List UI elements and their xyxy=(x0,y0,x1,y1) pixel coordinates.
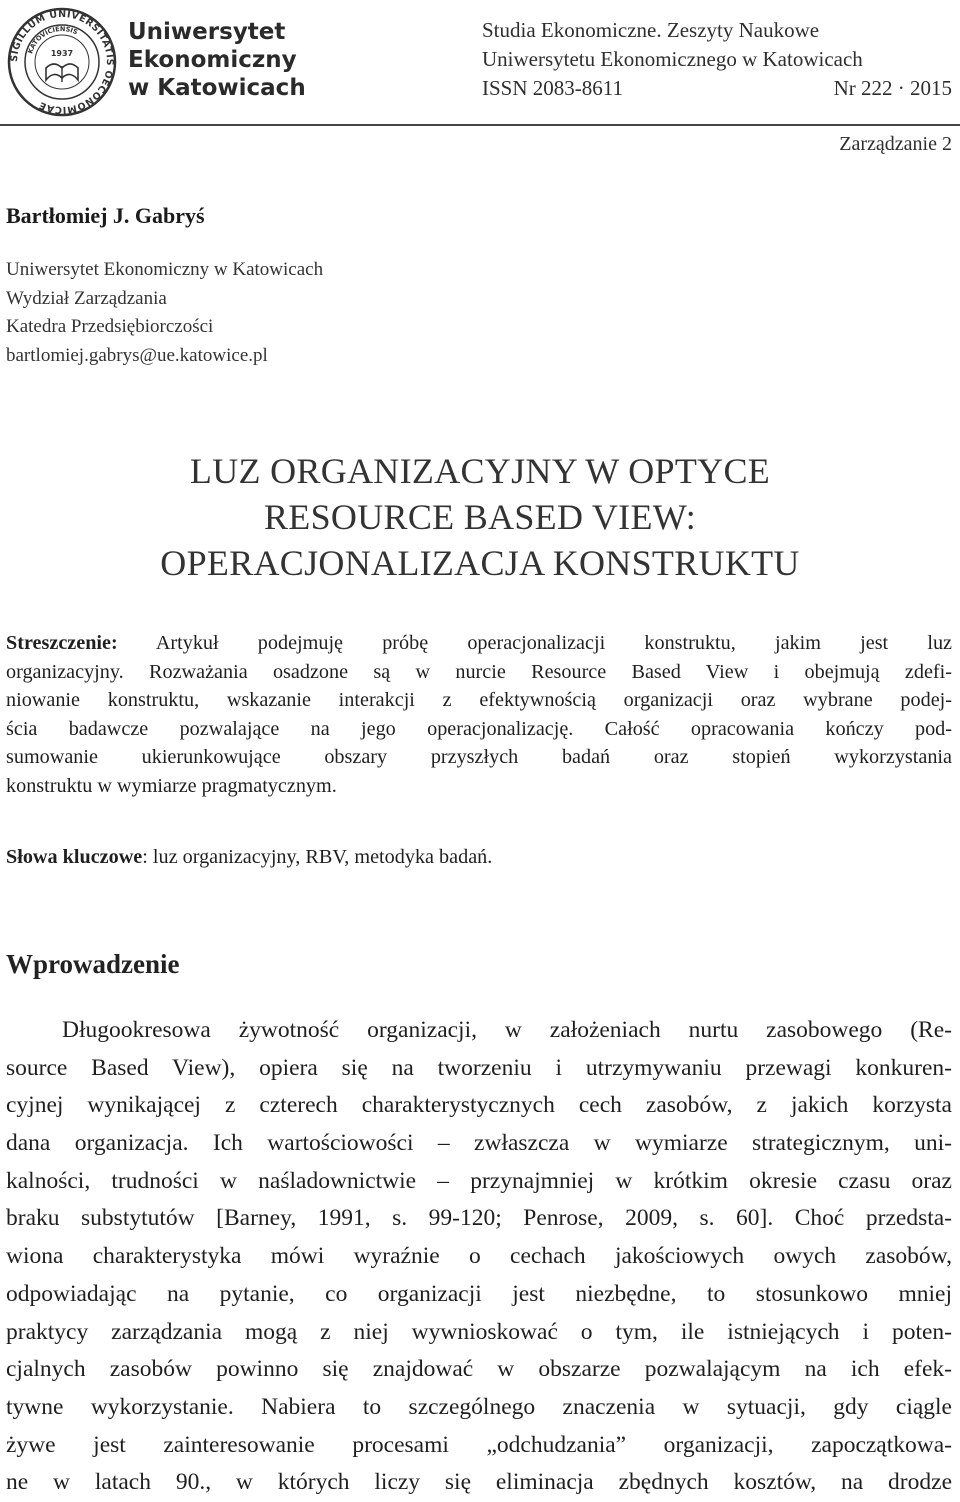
intro-paragraph xyxy=(6,1012,952,1502)
paragraph-line: ne w latach 90., w których liczy się eliminacja zbędnych kosztów, na drodze xyxy=(6,1469,952,1496)
abstract-label: Streszczenie: xyxy=(6,632,118,654)
title-line: LUZ ORGANIZACYJNY W OPTYCE xyxy=(189,451,771,491)
title-line: RESOURCE BASED VIEW: xyxy=(263,497,697,537)
abstract-line: organizacyjny. Rozważania osadzone są w nurcie Resource Based View i obejmują zdefi- xyxy=(6,660,952,683)
university-name-line: w Katowicach xyxy=(128,75,306,101)
issn: ISSN 2083-8611 xyxy=(482,76,623,100)
paragraph-line: wiona charakterystyka mówi wyraźnie o cechach jakościowych owych zasobów, xyxy=(6,1243,952,1270)
affiliation-line: Katedra Przedsiębiorczości xyxy=(6,316,214,337)
paragraph-line: dana organizacja. Ich wartościowości – zwłaszcza w wymiarze strategicznym, uni- xyxy=(6,1130,952,1157)
title-line: OPERACJONALIZACJA KONSTRUKTU xyxy=(160,543,800,583)
journal-info xyxy=(482,16,952,103)
author-name: Bartłomiej J. Gabryś xyxy=(6,203,205,228)
abstract-line: niowanie konstruktu, wskazanie interakcji z efektywnością organizacji oraz wybrane podej- xyxy=(6,689,952,712)
abstract-line: ścia badawcze pozwalające na jego operacjonalizację. Całość opracowania kończy pod- xyxy=(6,717,952,740)
paragraph-line: source Based View), opiera się na tworzeniu i utrzymywaniu przewagi konkuren- xyxy=(6,1054,952,1081)
paragraph-line: praktycy zarządzania mogą z niej wywnioskować o tym, ile istniejących i poten- xyxy=(6,1318,952,1345)
svg-text:1937: 1937 xyxy=(50,49,74,58)
section-label: Zarządzanie 2 xyxy=(839,133,952,155)
keywords-text: : luz organizacyjny, RBV, metodyka badań. xyxy=(142,846,493,868)
affiliation-line: Wydział Zarządzania xyxy=(6,287,167,309)
header-divider xyxy=(0,124,960,126)
keywords-label: Słowa kluczowe xyxy=(6,846,143,868)
paragraph-line: odpowiadając na pytanie, co organizacji jest niezbędne, to stosunkowo mniej xyxy=(6,1280,952,1307)
issue-number: Nr 222 · 2015 xyxy=(833,76,952,100)
paragraph-line: cyjnej wynikającej z czterech charakterystycznych cech zasobów, z jakich korzysta xyxy=(6,1092,952,1119)
abstract-line: Artykuł podejmuję próbę operacjonalizacji konstruktu, jakim jest luz xyxy=(155,632,953,654)
abstract xyxy=(6,629,952,801)
journal-title: Studia Ekonomiczne. Zeszyty Naukowe xyxy=(482,18,820,42)
journal-publisher: Uniwersytetu Ekonomicznego w Katowicach xyxy=(482,47,863,71)
university-name-line: Ekonomiczny xyxy=(128,47,297,73)
section-heading: Wprowadzenie xyxy=(6,949,180,979)
paragraph-line: cjalnych zasobów powinno się znajdować w obszarze pozwalającym na ich efek- xyxy=(6,1356,952,1383)
author-email: bartlomiej.gabrys@ue.katowice.pl xyxy=(6,344,268,366)
seal-icon xyxy=(6,6,118,118)
paragraph-line: kalności, trudności w naśladownictwie – przynajmniej w krótkim okresie czasu oraz xyxy=(6,1167,952,1194)
paragraph-line: Długookresowa żywotność organizacji, w założeniach nurtu zasobowego (Re- xyxy=(62,1017,952,1043)
affiliation-line: Uniwersytet Ekonomiczny w Katowicach xyxy=(6,259,324,280)
abstract-line: sumowanie ukierunkowujące obszary przyszłych badań oraz stopień wykorzystania xyxy=(6,746,952,769)
paragraph-line: żywe jest zainteresowanie procesami „odchudzania” organizacji, zapoczątkowa- xyxy=(6,1431,952,1458)
svg-text:KATOVICIENSIS: KATOVICIENSIS xyxy=(26,24,79,55)
article-title xyxy=(0,448,960,586)
university-name-line: Uniwersytet xyxy=(128,19,286,45)
keywords xyxy=(6,846,492,869)
university-name xyxy=(128,18,306,102)
svg-text:SIGILLUM UNIVERSITATIS OECONOM: SIGILLUM UNIVERSITATIS OECONOMICAE xyxy=(8,8,116,116)
university-seal-logo xyxy=(6,6,118,118)
paragraph-line: tywne wykorzystanie. Nabiera to szczególnego znaczenia w sytuacji, gdy ciągle xyxy=(6,1393,952,1420)
abstract-line: konstruktu w wymiarze pragmatycznym. xyxy=(6,774,337,797)
paragraph-line: braku substytutów [Barney, 1991, s. 99-120; Penrose, 2009, s. 60]. Choć przedsta- xyxy=(6,1205,952,1232)
author-affiliation xyxy=(6,256,323,370)
